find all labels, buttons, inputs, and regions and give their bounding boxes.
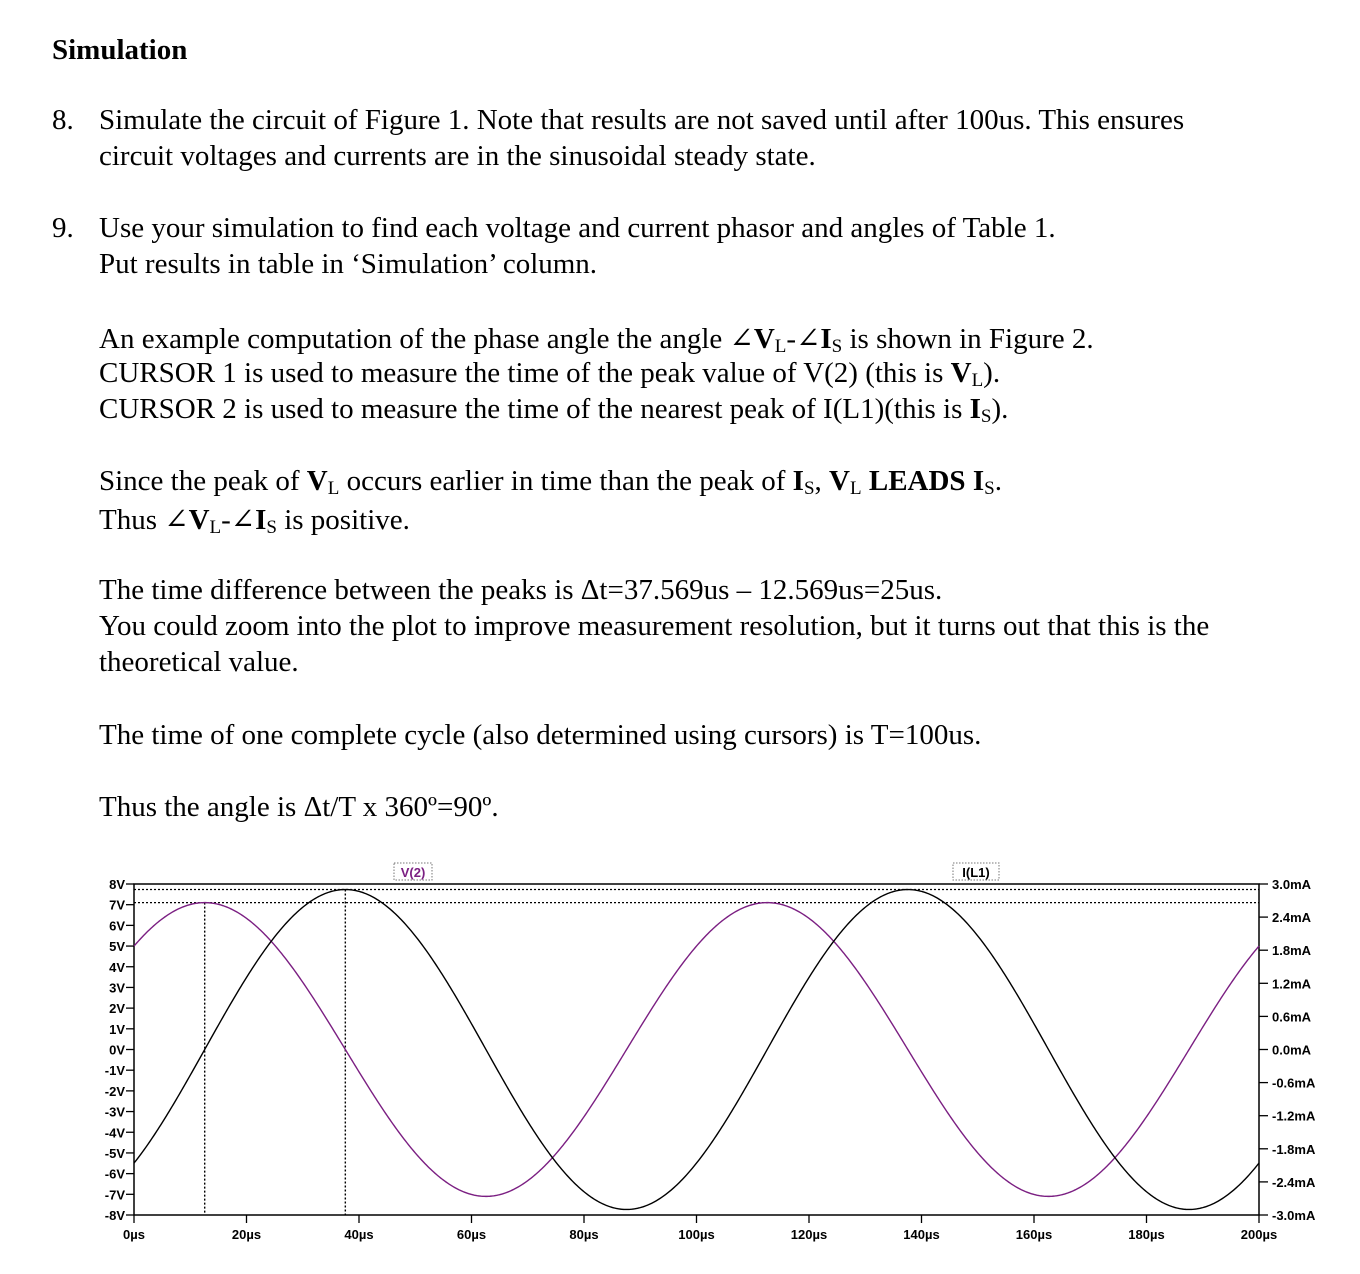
series-v-2 (134, 903, 1259, 1197)
x-axis-tick-label: 140µs (903, 1227, 940, 1242)
left-axis-tick-label: -1V (104, 1063, 125, 1079)
legend-label: I(L1) (962, 865, 990, 880)
left-axis-tick-label: 4V (109, 959, 125, 975)
item-8-number: 8. (52, 104, 74, 136)
x-axis-tick-label: 80µs (569, 1227, 599, 1242)
section-heading: Simulation (52, 34, 188, 66)
item-9-line-1: Use your simulation to find each voltage and current phasor and angles of Table 1. (99, 212, 1056, 244)
right-axis-tick-label: -1.8mA (1272, 1141, 1316, 1157)
left-axis-tick-label: 3V (109, 980, 125, 996)
x-axis-tick-label: 120µs (790, 1227, 828, 1242)
x-axis-tick-label: 180µs (1128, 1227, 1165, 1242)
left-axis-tick-label: 7V (109, 897, 125, 913)
x-axis-tick-label: 0µs (123, 1227, 145, 1242)
example-line-1: An example computation of the phase angle the angle $\angle V_L-\angle I_S$ is shown in Figure 2. (99, 323, 1094, 357)
right-axis-tick-label: -1.2mA (1272, 1108, 1316, 1124)
example-line-3: CURSOR 2 is used to measure the time of the nearest peak of I(L1)(this is $I_S$). (99, 393, 1009, 427)
left-axis-tick-label: -8V (104, 1208, 125, 1223)
right-axis-tick-label: -3.0mA (1272, 1208, 1316, 1223)
right-axis-tick-label: -0.6mA (1272, 1075, 1316, 1091)
series-i-l1 (134, 890, 1259, 1210)
angle-paragraph: Thus the angle is Δt/T x 360º=90º. (99, 791, 499, 823)
item-8-line-2: circuit voltages and currents are in the sinusoidal steady state. (99, 140, 816, 172)
right-axis-tick-label: -2.4mA (1272, 1174, 1316, 1190)
left-axis-tick-label: -4V (104, 1125, 125, 1141)
plot-frame (134, 884, 1259, 1215)
x-axis-tick-label: 40µs (344, 1227, 374, 1242)
item-9-line-2: Put results in table in ‘Simulation’ column. (99, 248, 598, 280)
left-axis-tick-label: 2V (109, 1001, 125, 1017)
left-axis-tick-label: 5V (109, 939, 125, 955)
left-axis-tick-label: 0V (109, 1042, 125, 1058)
time-diff-line-3: theoretical value. (99, 646, 299, 678)
since-line-2: Thus $\angle V_L-\angle I_S$ is positive. (99, 504, 410, 538)
x-axis-tick-label: 100µs (678, 1227, 715, 1242)
left-axis-tick-label: 8V (109, 877, 125, 892)
left-axis-tick-label: 1V (109, 1021, 125, 1037)
item-8-line-1: Simulate the circuit of Figure 1. Note that results are not saved until after 100us. This ensures (99, 104, 1185, 136)
time-diff-line-1: The time difference between the peaks is Δt=37.569us – 12.569us=25us. (99, 574, 943, 606)
time-diff-line-2: You could zoom into the plot to improve measurement resolution, but it turns out that this is the (99, 610, 1210, 642)
left-axis-tick-label: -6V (104, 1166, 125, 1182)
x-axis-tick-label: 20µs (231, 1227, 262, 1242)
x-axis-tick-label: 200µs (1240, 1227, 1278, 1242)
left-axis-tick-label: -2V (104, 1083, 125, 1099)
example-line-2: CURSOR 1 is used to measure the time of the peak value of V(2) (this is $V_L$). (99, 357, 1001, 391)
legend-label: V(2) (400, 865, 426, 880)
right-axis-tick-label: 2.4mA (1272, 910, 1312, 926)
cycle-paragraph: The time of one complete cycle (also determined using cursors) is T=100us. (99, 719, 982, 751)
right-axis-tick-label: 0.6mA (1272, 1009, 1312, 1025)
waveform-chart (0, 855, 1360, 1274)
since-line-1: Since the peak of $V_L$ occurs earlier in time than the peak of $I_S$, $V_L$ LEADS $I_S$. (99, 465, 1002, 499)
left-axis-tick-label: -3V (104, 1104, 125, 1120)
left-axis-tick-label: -7V (104, 1187, 125, 1203)
right-axis-tick-label: 1.8mA (1272, 943, 1312, 959)
x-axis-tick-label: 60µs (456, 1227, 487, 1242)
right-axis-tick-label: 3.0mA (1272, 877, 1312, 892)
x-axis-tick-label: 160µs (1015, 1227, 1053, 1242)
right-axis-tick-label: 0.0mA (1272, 1042, 1312, 1058)
right-axis-tick-label: 1.2mA (1272, 976, 1312, 992)
item-9-number: 9. (52, 212, 74, 244)
left-axis-tick-label: -5V (104, 1145, 125, 1161)
left-axis-tick-label: 6V (109, 918, 125, 934)
